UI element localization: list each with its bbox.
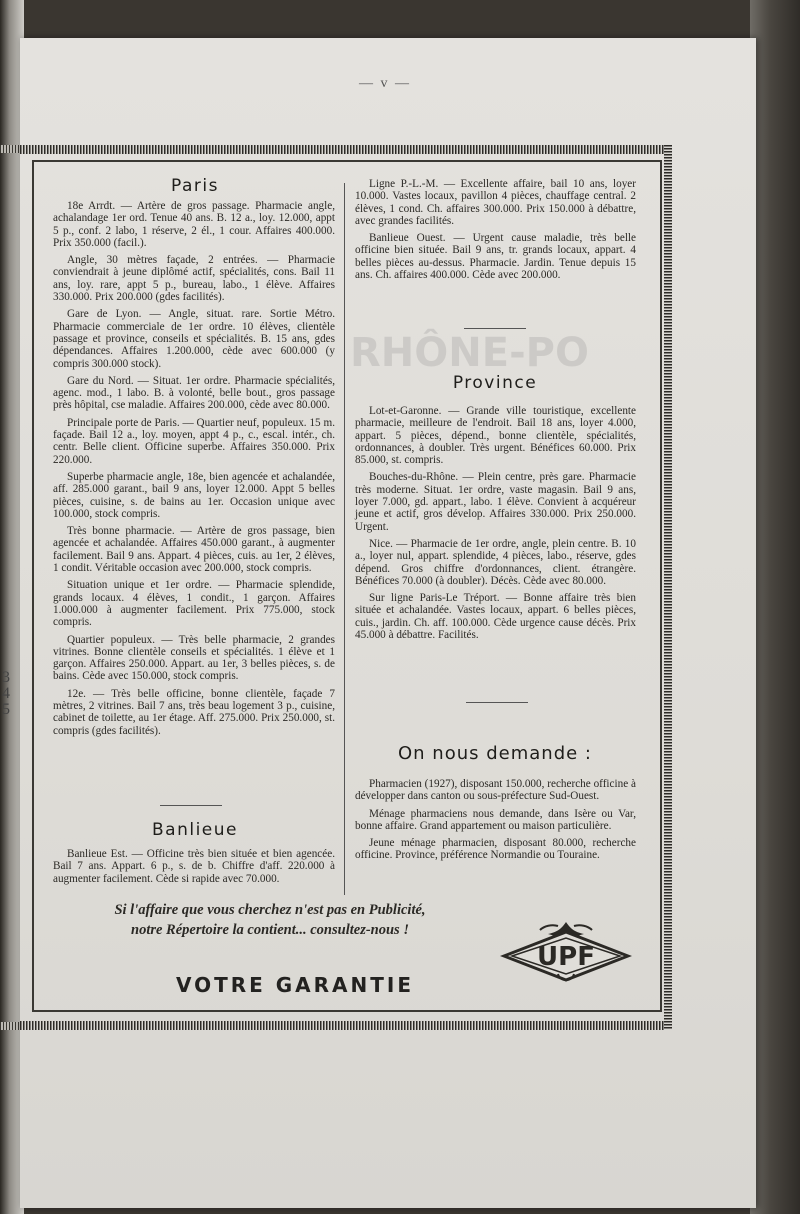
listing-paragraph: Ligne P.-L.-M. — Excellente affaire, bail 10 ans, loyer 10.000. Vastes locaux, pavillon 4 pièces, chauffage central. 2 élèves, 1 cond. Ch. affaires 300.000. Prix 150.000 à débattre, avec grandes facilités.	[355, 178, 636, 227]
listing-paragraph: Gare du Nord. — Situat. 1er ordre. Pharmacie spécialités, agenc. mod., 1 labo. B. à volonté, belle bout., gros passage près hôpital, cse maladie. Affaires 200.000, cède avec 80.000.	[53, 374, 335, 412]
section-heading-province: Province	[452, 373, 538, 393]
listing-paragraph: Superbe pharmacie angle, 18e, bien agencée et achalandée, aff. 285.000 garant., bail 9 ans, loyer 12.000. Appt 5 belles pièces, cuisine, s. de bains au 1er. Occasion unique avec 100.000, stock compris.	[53, 470, 335, 520]
listing-paragraph: Jeune ménage pharmacien, disposant 80.000, recherche officine. Province, préférence Normandie ou Touraine.	[355, 837, 636, 862]
listing-paragraph: 18e Arrdt. — Artère de gros passage. Pharmacie angle, achalandage 1er ord. Tenue 40 ans. B. 12 a., loy. 12.000, appt 5 p., conf. 2 labo, 1 réserve, 2 él., 1 cour. Affaires 400.000. Prix 350.000 (facil.).	[53, 200, 335, 249]
listing-paragraph: Ménage pharmaciens nous demande, dans Isère ou Var, bonne affaire. Grand appartement ou maison particulière.	[355, 807, 636, 832]
right-top-listings	[355, 178, 636, 286]
adjacent-page-hatch-bottom	[0, 1022, 20, 1030]
section-heading-demande: On nous demande :	[398, 743, 592, 764]
listing-paragraph: Très bonne pharmacie. — Artère de gros passage, bien agencée et achalandée. Affaires 450.000 garant., à augmenter facilement. Bail 9 ans. Appart. 4 pièces, cuis. au 1er, 2 élèves, 1 condit. Véritable occasion avec 200.000, stock compris.	[53, 525, 335, 575]
column-divider	[344, 183, 345, 895]
section-rule	[464, 328, 526, 329]
garantie-title: VOTRE GARANTIE	[175, 973, 415, 997]
listing-paragraph: Angle, 30 mètres façade, 2 entrées. — Pharmacie conviendrait à jeune diplômé actif, spécialités, cons. Bail 11 ans, loy. rare, appt 5 p., bureau, labo., 1 élève. Affaires 330.000. Prix 200.000 (gdes facilités).	[53, 254, 335, 304]
listing-paragraph: Principale porte de Paris. — Quartier neuf, populeux. 15 m. façade. Bail 12 a., loy. moyen, appt 4 p., c., escal. intér., ch. centr. Belle client. Officine superbe. Affaires 350.000. Prix 220.000.	[53, 416, 335, 466]
adjacent-page-digits: 3 4 5	[2, 669, 10, 718]
demande-listings	[355, 778, 636, 867]
section-heading-banlieue: Banlieue	[152, 820, 238, 840]
listing-paragraph: Gare de Lyon. — Angle, situat. rare. Sortie Métro. Pharmacie commerciale de 1er ordre. 10 élèves, clientèle passage et province, conseils et spécialités. B. 15 ans, gdes dépendances. Affaires 1.200.000, cède avec 600.000 (y compris 300.000 stock).	[53, 308, 335, 370]
section-rule	[466, 702, 528, 703]
adjacent-page-hatch-top	[0, 145, 20, 153]
section-rule	[160, 805, 222, 806]
listing-paragraph: Pharmacien (1927), disposant 150.000, recherche officine à développer dans canton ou sous-préfecture Sud-Ouest.	[355, 778, 636, 803]
listing-paragraph: Lot-et-Garonne. — Grande ville touristique, excellente pharmacie, meilleure de l'endroit. Bail 18 ans, loyer 4.000, appart. 5 pièces, dépend., bonne clientèle, spécialités, ordonnances, à doubler. Très urgent. Bénéfices 60.000. Prix 85.000, st. compris.	[355, 405, 636, 467]
slogan-line: notre Répertoire la contient... consultez-nous !	[131, 922, 409, 938]
listing-paragraph: Banlieue Est. — Officine très bien située et bien agencée. Bail 7 ans. Appart. 6 p., s. de b. Chiffre d'aff. 220.000 à augmenter facilement. Cède si rapide avec 70.000.	[53, 848, 335, 885]
listing-paragraph: Bouches-du-Rhône. — Plein centre, près gare. Pharmacie très moderne. Situat. 1er ordre, vaste magasin. Bail 9 ans, loyer 7.000, gd. appart., labo. 1 élève. Convient à acquéreur jeune et actif, gros dévelop. Affaires 330.000. Prix 250.000. Urgent.	[355, 471, 636, 533]
paris-listings	[53, 200, 335, 742]
listing-paragraph: Quartier populeux. — Très belle pharmacie, 2 grandes vitrines. Bonne clientèle conseils et spécialités. 1 élève et 1 garçon. Affaires 250.000. Appart. au 1er, 3 belles pièces, s. de bains. Cède avec 150.000, stock compris.	[53, 633, 335, 683]
background-right-edge	[750, 0, 800, 1214]
listing-paragraph: Sur ligne Paris-Le Tréport. — Bonne affaire très bien située et achalandée. Vastes locaux, appart. 6 belles pièces, cuis., jardin. Ch. aff. 100.000. Cède urgence cause décès. Prix 45.000 à débattre. Facilités.	[355, 592, 636, 642]
logo-text: UPF	[537, 942, 595, 972]
slogan	[60, 900, 480, 940]
hatched-border-bottom	[20, 1021, 672, 1030]
banlieue-listings	[53, 848, 335, 890]
listing-paragraph: 12e. — Très belle officine, bonne clientèle, façade 7 mètres, 2 vitrines. Bail 7 ans, très beau logement 3 p., cuisine, cabinet de toilette, au 1er étage. Aff. 275.000. Prix 250.000, st. compris (gdes facilités).	[53, 687, 335, 737]
listing-paragraph: Banlieue Ouest. — Urgent cause maladie, très belle officine bien située. Bail 9 ans, tr. grands locaux, appart. 4 belles pièces au-dessus. Pharmacie. Jardin. Tenue depuis 15 ans. Ch. affaires 400.000. Cède avec 200.000.	[355, 232, 636, 282]
upf-emblem-icon	[500, 918, 632, 988]
province-listings	[355, 405, 636, 646]
slogan-line: Si l'affaire que vous cherchez n'est pas en Publicité,	[114, 902, 426, 918]
page-number: — v —	[359, 76, 411, 91]
listing-paragraph: Situation unique et 1er ordre. — Pharmacie splendide, grands locaux. 4 élèves, 1 condit., 1 garçon. Affaires 1.000.000 à augmenter facilement. Prix 775.000, stock compris.	[53, 579, 335, 629]
section-heading-paris: Paris	[171, 176, 219, 196]
listing-paragraph: Nice. — Pharmacie de 1er ordre, angle, plein centre. B. 10 a., loyer nul, appart. splendide, 4 pièces, labo., réserve, gdes dépend. Gros chiffre d'ordonnances, client. étrangère. Bénéfices 70.000 (à doubler). Décès. Cède avec 80.000.	[355, 537, 636, 587]
hatched-border-top	[20, 145, 672, 154]
hatched-border-right	[664, 145, 672, 1030]
